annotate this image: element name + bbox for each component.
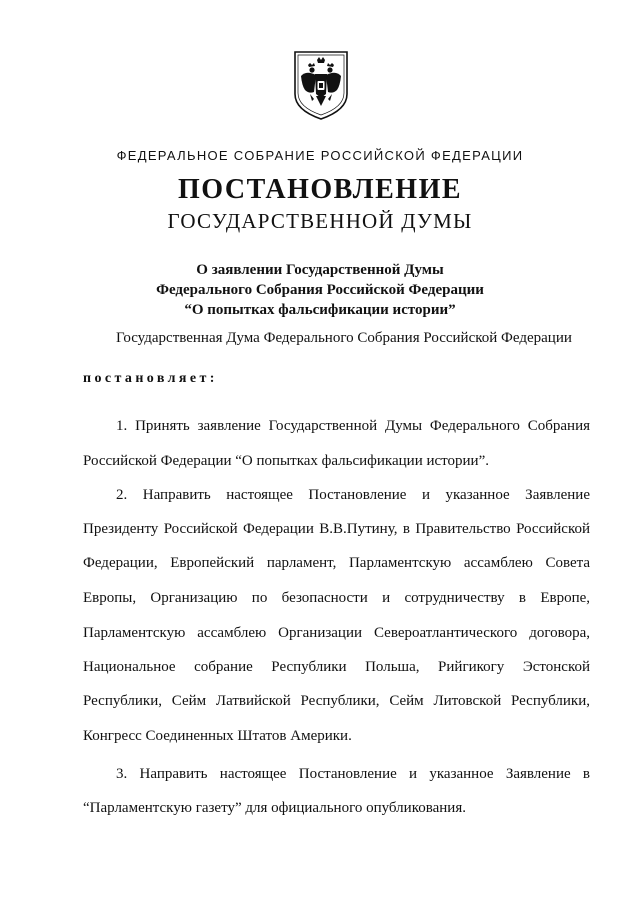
heading-line: “О попытках фальсификации истории”	[184, 302, 456, 318]
paragraph-line: Президенту Российской Федерации В.В.Путину, в Правительство Российской	[83, 521, 590, 537]
preamble: Государственная Дума Федерального Собрания Российской Федерации	[116, 330, 572, 346]
organization-name: ФЕДЕРАЛЬНОЕ СОБРАНИЕ РОССИЙСКОЙ ФЕДЕРАЦИИ	[116, 148, 524, 163]
paragraph-line: “Парламентскую газету” для официального опубликования.	[83, 800, 466, 816]
paragraph-line: Конгресс Соединенных Штатов Америки.	[83, 728, 352, 744]
heading-line: Федерального Собрания Российской Федерации	[156, 282, 484, 298]
paragraph-line: 2. Направить настоящее Постановление и указанное Заявление	[116, 487, 590, 503]
resolution-heading	[0, 260, 640, 320]
document-subtitle: ГОСУДАРСТВЕННОЙ ДУМЫ	[167, 209, 473, 233]
paragraph-line: Российской Федерации “О попытках фальсификации истории”.	[83, 453, 489, 469]
paragraph-line: Европы, Организацию по безопасности и сотрудничеству в Европе,	[83, 590, 590, 606]
paragraph-line: 3. Направить настоящее Постановление и указанное Заявление в	[116, 766, 590, 782]
paragraph-line: Республики, Сейм Латвийской Республики, Сейм Литовской Республики,	[83, 693, 590, 709]
paragraph-line: 1. Принять заявление Государственной Думы Федерального Собрания	[116, 418, 590, 434]
paragraph-line: Парламентскую ассамблею Организации Североатлантического договора,	[83, 625, 590, 641]
double-headed-eagle-emblem-icon	[292, 48, 350, 122]
document-title: ПОСТАНОВЛЕНИЕ	[177, 174, 463, 205]
heading-line: О заявлении Государственной Думы	[196, 262, 444, 278]
paragraph-line: Федерации, Европейский парламент, Парламентскую ассамблею Совета	[83, 555, 590, 571]
paragraph-line: Национальное собрание Республики Польша, Рийгикогу Эстонской	[83, 659, 590, 675]
resolves-keyword: постановляет:	[83, 371, 218, 386]
